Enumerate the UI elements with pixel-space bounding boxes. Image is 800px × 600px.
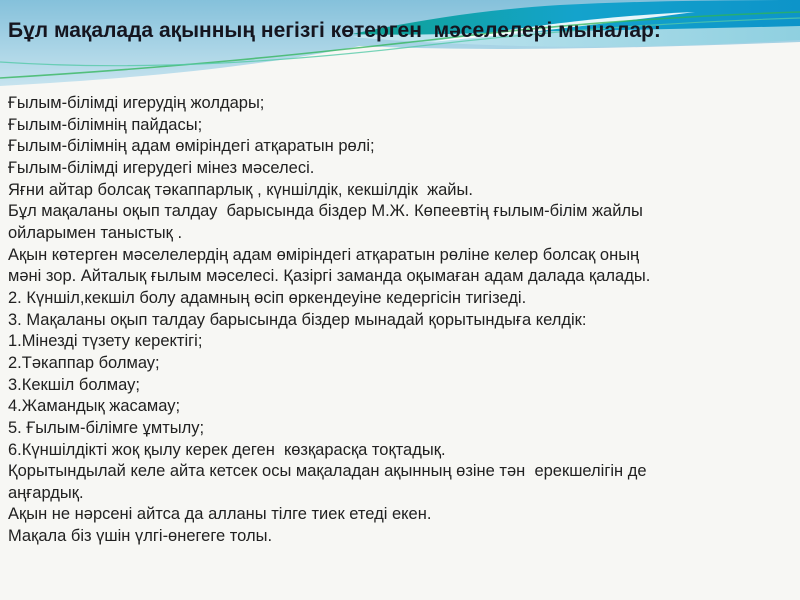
body-line: аңғардық. (8, 483, 84, 502)
body-line: 5. Ғылым-білімге ұмтылу; (8, 418, 205, 437)
body-line: Ғылым-білімнің адам өміріндегі атқаратын рөлі; (8, 137, 375, 156)
body-line: 1.Мінезді түзету керектігі; (8, 332, 203, 351)
body-line: Ғылым-білімді игерудегі мінез мәселесі. (8, 158, 315, 177)
body-line: 3.Кекшіл болмау; (8, 375, 140, 394)
body-line: Ақын не нәрсені айтса да алланы тілге тиек етеді екен. (8, 505, 432, 524)
body-line: Ақын көтерген мәселелердің адам өміріндегі атқаратын рөліне келер болсақ оның (8, 245, 640, 264)
body-line: 6.Күншілдікті жоқ қылу керек деген көзқарасқа тоқтадық. (8, 440, 446, 459)
body-line: Яғни айтар болсақ тәкаппарлық , күншілдік, кекшілдік жайы. (8, 180, 473, 199)
body-line: 2. Күншіл,кекшіл болу адамның өсіп өркендеуіне кедергісін тигізеді. (8, 288, 527, 307)
body-line: Қорытындылай келе айта кетсек осы мақаладан ақынның өзіне тән ерекшелігін де (8, 462, 647, 481)
body-line: 3. Мақаланы оқып талдау барысында біздер мынадай қорытындыға келдік: (8, 310, 587, 329)
body-line: 2.Тәкаппар болмау; (8, 353, 160, 372)
slide-title: Бұл мақалада ақынның негізгі көтерген мәселелері мыналар: (8, 19, 661, 42)
body-line: Ғылым-білімнің пайдасы; (8, 115, 203, 134)
body-line: мәні зор. Айталық ғылым мәселесі. Қазіргі заманда оқымаған адам далада қалады. (8, 267, 651, 286)
body-line: Ғылым-білімді игерудің жолдары; (8, 94, 265, 112)
body-line: 4.Жамандық жасамау; (8, 397, 181, 416)
slide-body-text (8, 93, 783, 548)
body-line: Бұл мақаланы оқып талдау барысында біздер М.Ж. Көпеевтің ғылым-білім жайлы (8, 202, 643, 221)
body-line: Мақала біз үшін үлгі-өнегеге толы. (8, 527, 273, 546)
body-line: ойларымен таныстық . (8, 223, 183, 242)
